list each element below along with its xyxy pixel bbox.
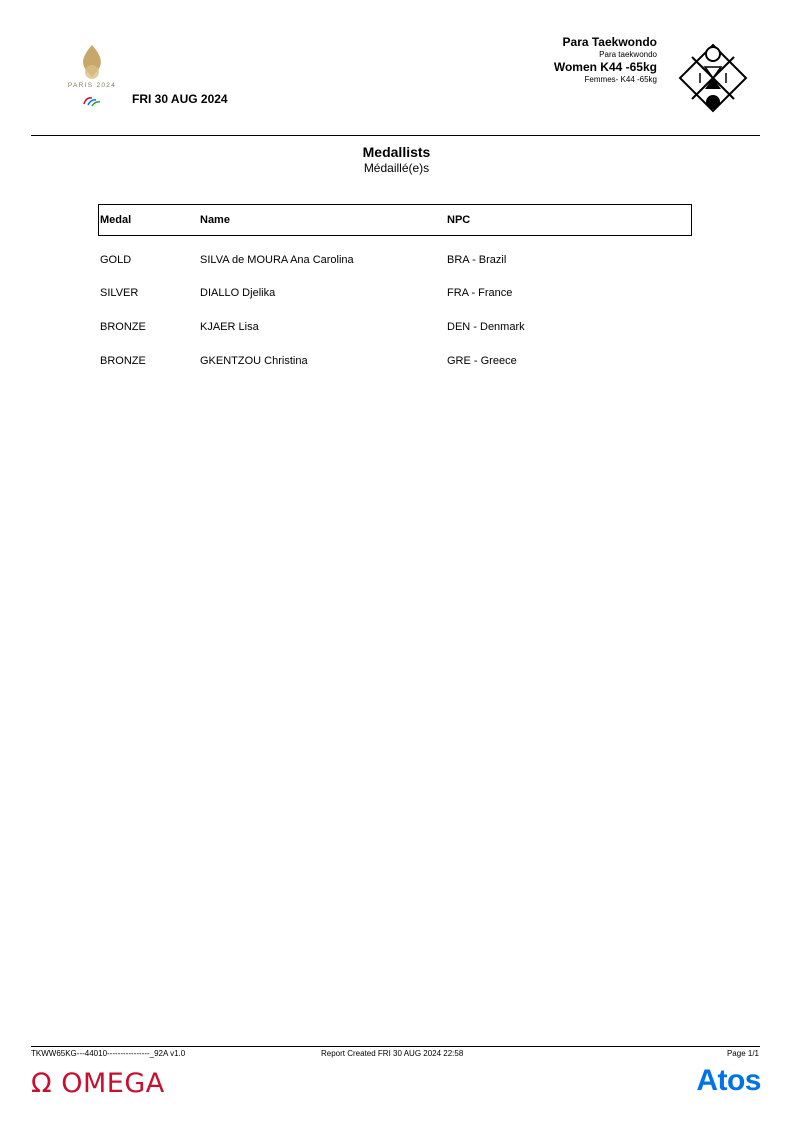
flame-icon <box>48 42 136 82</box>
page-number: Page 1/1 <box>726 1049 759 1058</box>
event-title-block <box>554 35 657 85</box>
footer-divider <box>31 1046 760 1047</box>
title-fr: Médaillé(e)s <box>363 161 430 175</box>
omega-symbol-icon: Ω <box>31 1068 53 1099</box>
event-name: Women K44 -65kg <box>553 60 657 74</box>
header-divider <box>31 135 760 136</box>
table-row <box>0 355 793 371</box>
medal-cell: SILVER <box>100 287 139 299</box>
npc-cell: FRA - France <box>447 287 513 299</box>
npc-cell: GRE - Greece <box>447 355 517 367</box>
paris-2024-logo <box>48 42 136 112</box>
athlete-name-cell: GKENTZOU Christina <box>200 355 308 367</box>
event-name-fr: Femmes- K44 -65kg <box>584 75 657 84</box>
medal-cell: GOLD <box>100 254 132 266</box>
title-en: Medallists <box>362 144 431 160</box>
sport-name: Para Taekwondo <box>562 35 657 49</box>
omega-logo <box>31 1068 165 1099</box>
column-header-medal: Medal <box>100 214 132 226</box>
athlete-name-cell: KJAER Lisa <box>200 321 259 333</box>
medal-cell: BRONZE <box>100 321 146 333</box>
npc-cell: BRA - Brazil <box>447 254 507 266</box>
omega-wordmark: OMEGA <box>61 1068 165 1099</box>
medal-cell: BRONZE <box>100 355 146 367</box>
table-header <box>98 204 692 236</box>
logo-wordmark: PARIS 2024 <box>67 82 117 89</box>
athlete-name-cell: SILVA de MOURA Ana Carolina <box>200 254 354 266</box>
table-row <box>0 254 793 270</box>
report-created: Report Created FRI 30 AUG 2024 22:58 <box>321 1049 464 1058</box>
npc-cell: DEN - Denmark <box>447 321 525 333</box>
table-row <box>0 321 793 337</box>
agitos-icon <box>48 94 136 108</box>
table-row <box>0 287 793 303</box>
athlete-name-cell: DIALLO Djelika <box>200 287 276 299</box>
atos-logo: Atos <box>696 1064 761 1097</box>
report-code: TKWW65KG---44010----------------_92A v1.0 <box>31 1049 186 1058</box>
report-date: FRI 30 AUG 2024 <box>132 92 228 106</box>
sport-name-fr: Para taekwondo <box>599 50 657 59</box>
taekwondo-pictogram-icon <box>678 43 748 113</box>
column-header-name: Name <box>200 214 230 226</box>
column-header-npc: NPC <box>447 214 471 226</box>
report-title <box>0 144 793 176</box>
